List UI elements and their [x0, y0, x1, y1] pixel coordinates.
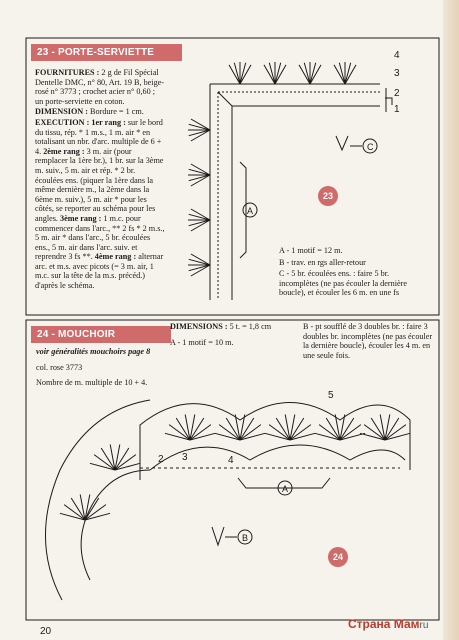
- section-23-badge: 23: [318, 186, 338, 206]
- fournitures-text: 2 g de Fil Spécial Dentelle DMC, n° 80, Art. 19 B, beige-rosé n° 3773 ; crochet acier n° 0,60 ; un porte-serviette en coton.: [35, 68, 165, 106]
- nombre-text: Nombre de m. multiple de 10 + 4.: [36, 378, 148, 388]
- rang2-text: 3 m. air (pour remplacer la 1ère br.), 1 br. sur la 3ème m. suiv., 5 m. air et rép. * 2 br. écoulées ens. (piquer la 1ère dans la même dernière m., la 2ème dans la 6ème m. suiv.), 5 m. air * pour les côtés, se reporter au schéma pour les angles.: [35, 146, 164, 223]
- stitch-mark: [191, 119, 210, 130]
- dimensions-text: 5 t. = 1,8 cm: [227, 322, 272, 331]
- stitch-mark: [191, 164, 210, 175]
- execution-label: EXECUTION : 1er rang :: [35, 117, 126, 127]
- stitch-mark: [189, 169, 210, 175]
- stitch-mark: [234, 63, 240, 84]
- legend-b: B - trav. en rgs aller-retour: [279, 257, 366, 267]
- row-24-label-5: 5: [328, 390, 334, 401]
- stitch-mark: [189, 220, 210, 226]
- stitch-mark: [275, 65, 286, 84]
- row-label-1: 1: [394, 104, 400, 115]
- stitch-mark: [334, 65, 345, 84]
- dimension-label: DIMENSION :: [35, 107, 88, 117]
- stitch-mark: [345, 65, 356, 84]
- stitch-mark: [310, 63, 316, 84]
- dimensions-label: DIMENSIONS :: [170, 322, 228, 331]
- voir-text: voir généralités mouchoirs page 8: [36, 347, 151, 356]
- stitch-mark: [299, 65, 310, 84]
- stitch-mark: [191, 265, 210, 276]
- rang3-text: 1 m.c. pour commencer dans l'arc., ** 2 fs * 2 m.s., 5 m. air * dans l'arc., 5 br. écoulées ens., 5 m. air dans l'arc. suiv. et reprendre 3 fs **.: [35, 213, 165, 262]
- stitch-mark: [191, 175, 210, 186]
- motif-a-label: A: [247, 206, 254, 216]
- legend-a: A - 1 motif = 12 m.: [279, 246, 343, 255]
- dimension-text: Bordure = 1 cm.: [88, 107, 144, 117]
- rang4-text: alternar arc. et m.s. avec picots (= 3 m. air, 1 m.c. sur la tête de la m.s. précéd.) d'après le schéma.: [35, 252, 164, 291]
- page-number: 20: [40, 626, 52, 637]
- rang4-label: 4ème rang :: [94, 252, 137, 262]
- rang3-label: 3ème rang :: [60, 213, 102, 223]
- motif-a-label-24: A: [282, 484, 289, 494]
- stitch-mark: [339, 63, 345, 84]
- section-24-badge: 24: [328, 547, 348, 567]
- stitch-mark: [304, 63, 310, 84]
- row-24-label-3: 3: [182, 452, 188, 463]
- symbol-c-label: C: [367, 142, 374, 152]
- rang2-label: 2ème rang :: [43, 146, 85, 156]
- execution-text: sur le bord du tissu, rép. * 1 m.s., 1 m. air * en totalisant un nbr. d'arc. multiple de 6 + 4.: [35, 117, 163, 156]
- section-24-title: 24 - MOUCHOIR: [31, 326, 171, 343]
- stitch-mark: [310, 65, 321, 84]
- watermark-suffix: ru: [419, 620, 429, 631]
- fournitures-label: FOURNITURES :: [35, 68, 100, 77]
- row-24-label-4: 4: [228, 455, 234, 466]
- row-label-4: 4: [394, 50, 400, 61]
- stitch-mark: [269, 63, 275, 84]
- stitch-mark: [189, 265, 210, 271]
- watermark: [348, 617, 428, 631]
- stitch-mark: [189, 259, 210, 265]
- row-label-2: 2: [394, 88, 400, 99]
- stitch-mark: [189, 214, 210, 220]
- stitch-mark: [240, 65, 251, 84]
- row-label-3: 3: [394, 68, 400, 79]
- watermark-text: Страна Мам: [348, 617, 420, 631]
- stitch-mark: [191, 220, 210, 231]
- section-23-title: 23 - PORTE-SERVIETTE: [31, 44, 182, 61]
- diagram-23: [188, 62, 392, 300]
- stitch-mark: [264, 65, 275, 84]
- stitch-mark: [189, 130, 210, 136]
- stitch-mark: [191, 209, 210, 220]
- stitch-mark: [189, 124, 210, 130]
- stitch-mark: [189, 175, 210, 181]
- stitch-mark: [191, 130, 210, 141]
- stitch-mark: [240, 63, 246, 84]
- stitch-mark: [229, 65, 240, 84]
- legend-24-b: B - pt soufflé de 3 doubles br. : faire 3 doubles br. incomplètes (ne pas écouler la dernière boucle), écouler les 4 m. en une seule fois.: [303, 322, 433, 360]
- legend-24-a: A - 1 motif = 10 m.: [170, 337, 234, 347]
- diagram-24: [45, 400, 410, 600]
- stitch-mark: [275, 63, 281, 84]
- col-text: col. rose 3773: [36, 362, 83, 372]
- stitch-mark: [191, 254, 210, 265]
- symbol-b-label: B: [242, 533, 249, 543]
- legend-c: C - 5 br. écoulées ens. : faire 5 br. incomplètes (ne pas écouler la dernière boucle), et écouler les 6 m. en une fs: [279, 269, 407, 298]
- stitch-mark: [345, 63, 351, 84]
- row-24-label-2: 2: [158, 454, 164, 465]
